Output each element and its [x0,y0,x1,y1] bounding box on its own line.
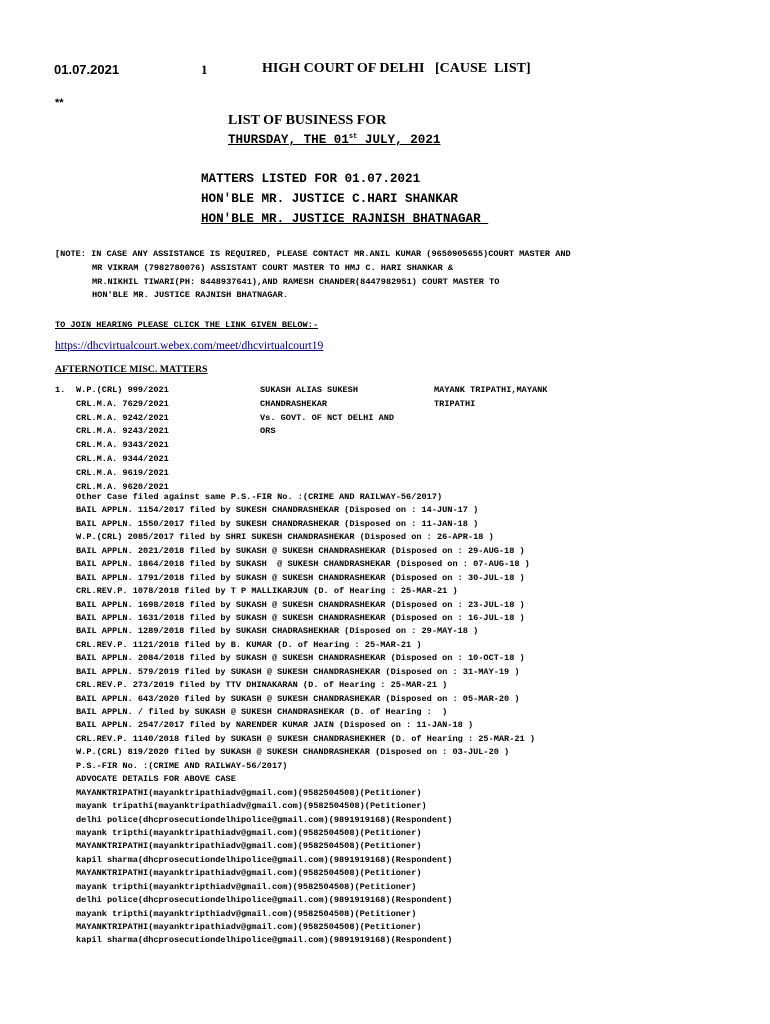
hearing-day-suffix-ordinal: st [348,133,358,141]
detail-line: CRL.REV.P. 1140/2018 filed by SUKASH @ SUKESH CHANDRASHEKHER (D. of Hearing : 25-MAR-21 ) [76,733,535,744]
detail-line: CRL.REV.P. 273/2019 filed by TTV DHINAKARAN (D. of Hearing : 25-MAR-21 ) [76,680,448,691]
case-number: CRL.M.A. 9242/2021 [76,412,169,423]
judge-name-1: HON'BLE MR. JUSTICE C.HARI SHANKAR [201,192,458,206]
detail-line: BAIL APPLN. 2021/2018 filed by SUKASH @ SUKESH CHANDRASHEKAR (Disposed on : 29-AUG-18 ) [76,545,525,556]
detail-line: W.P.(CRL) 819/2020 filed by SUKASH @ SUKESH CHANDRASHEKAR (Disposed on : 03-JUL-20 ) [76,747,510,758]
party-names [260,384,394,439]
case-number: CRL.M.A. 7629/2021 [76,398,169,409]
case-number: CRL.M.A. 9344/2021 [76,453,169,464]
note-line-4: HON'BLE MR. JUSTICE RAJNISH BHATNAGAR. [92,290,288,300]
advocate-line: TRIPATHI [434,398,476,409]
party-line: SUKASH ALIAS SUKESH [260,385,358,395]
case-number: CRL.M.A. 9243/2021 [76,426,169,437]
list-of-business-heading: LIST OF BUSINESS FOR [228,113,387,128]
item-number: 1. [55,385,66,395]
detail-line: BAIL APPLN. 1154/2017 filed by SUKESH CHANDRASHEKAR (Disposed on : 14-JUN-17 ) [76,505,479,516]
detail-line: BAIL APPLN. / filed by SUKASH @ SUKESH CHANDRASHEKAR (D. of Hearing : ) [76,707,448,717]
detail-line: BAIL APPLN. 1698/2018 filed by SUKASH @ SUKESH CHANDRASHEKAR (Disposed on : 23-JUL-18 ) [76,599,525,610]
detail-line: W.P.(CRL) 2085/2017 filed by SHRI SUKESH CHANDRASHEKAR (Disposed on : 26-APR-18 ) [76,532,494,543]
detail-line: CRL.REV.P. 1121/2018 filed by B. KUMAR (D. of Hearing : 25-MAR-21 ) [76,639,422,650]
double-asterisk-marker: ** [55,97,64,109]
matters-listed-heading: MATTERS LISTED FOR 01.07.2021 [201,172,421,186]
detail-line: BAIL APPLN. 2084/2018 filed by SUKASH @ SUKESH CHANDRASHEKAR (Disposed on : 10-OCT-18 ) [76,653,525,664]
detail-line: BAIL APPLN. 1791/2018 filed by SUKASH @ SUKESH CHANDRASHEKAR (Disposed on : 30-JUL-18 ) [76,572,525,583]
virtual-court-link[interactable]: https://dhcvirtualcourt.webex.com/meet/dhcvirtualcourt19 [55,340,324,352]
advocate-line: MAYANK TRIPATHI,MAYANK [434,385,548,395]
hearing-day-heading [228,133,440,147]
case-number: CRL.M.A. 9619/2021 [76,467,169,478]
detail-line: mayank tripthi(mayanktripthiadv@gmail.com)(9582504508)(Petitioner) [76,908,417,919]
detail-line: ADVOCATE DETAILS FOR ABOVE CASE [76,774,236,785]
court-title: HIGH COURT OF DELHI [CAUSE LIST] [262,61,531,76]
detail-line: MAYANKTRIPATHI(mayanktripathiadv@gmail.com)(9582504508)(Petitioner) [76,868,422,879]
detail-line: BAIL APPLN. 1550/2017 filed by SUKESH CHANDRASHEKAR (Disposed on : 11-JAN-18 ) [76,518,479,529]
detail-line: BAIL APPLN. 643/2020 filed by SUKASH @ SUKESH CHANDRASHEKAR (Disposed on : 05-MAR-20 ) [76,693,520,704]
case-number: CRL.M.A. 9343/2021 [76,440,169,451]
case-numbers [76,384,169,494]
case-number: CRL.M.A. 9620/2021 [76,481,169,492]
detail-line: BAIL APPLN. 2547/2017 filed by NARENDER KUMAR JAIN (Disposed on : 11-JAN-18 ) [76,720,474,731]
detail-line: mayank tripathi(mayanktripathiadv@gmail.com)(9582504508)(Petitioner) [76,801,427,812]
detail-line: mayank tripthi(mayanktripthiadv@gmail.com)(9582504508)(Petitioner) [76,881,417,892]
case-number: W.P.(CRL) 999/2021 [76,385,169,395]
join-hearing-label: TO JOIN HEARING PLEASE CLICK THE LINK GIVEN BELOW:- [55,320,319,330]
page-number: 1 [201,62,208,77]
detail-line: kapil sharma(dhcprosecutiondelhipolice@gmail.com)(9891919168)(Respondent) [76,935,453,946]
detail-line: Other Case filed against same P.S.-FIR No. :(CRIME AND RAILWAY-56/2017) [76,492,443,502]
hearing-day-prefix: THURSDAY, THE 01 [228,133,349,148]
advocate-names [434,384,547,412]
detail-line: delhi police(dhcprosecutiondelhipolice@gmail.com)(9891919168)(Respondent) [76,814,453,825]
party-line: CHANDRASHEKAR [260,398,328,409]
note-line-1: [NOTE: IN CASE ANY ASSISTANCE IS REQUIRED, PLEASE CONTACT MR.ANIL KUMAR (9650905655)COURT MASTER AND [55,249,571,259]
detail-line: BAIL APPLN. 579/2019 filed by SUKASH @ SUKESH CHANDRASHEKAR (Disposed on : 31-MAY-19 ) [76,666,520,677]
party-line: ORS [260,426,276,437]
cause-list-date: 01.07.2021 [54,62,120,77]
detail-line: MAYANKTRIPATHI(mayanktripathiadv@gmail.com)(9582504508)(Petitioner) [76,787,422,798]
detail-line: P.S.-FIR No. :(CRIME AND RAILWAY-56/2017) [76,760,288,771]
detail-line: CRL.REV.P. 1078/2018 filed by T P MALLIKARJUN (D. of Hearing : 25-MAR-21 ) [76,586,458,597]
note-line-3: MR.NIKHIL TIWARI(PH: 8448937641),AND RAMESH CHANDER(8447982951) COURT MASTER TO [92,277,500,287]
section-title: AFTERNOTICE MISC. MATTERS [55,364,208,375]
detail-line: mayank tripthi(mayanktripathiadv@gmail.com)(9582504508)(Petitioner) [76,827,422,838]
note-line-2: MR VIKRAM (7982780076) ASSISTANT COURT MASTER TO HMJ C. HARI SHANKAR & [92,263,453,273]
detail-line: MAYANKTRIPATHI(mayanktripathiadv@gmail.com)(9582504508)(Petitioner) [76,922,422,932]
detail-line: MAYANKTRIPATHI(mayanktripathiadv@gmail.com)(9582504508)(Petitioner) [76,841,422,852]
detail-line: BAIL APPLN. 1631/2018 filed by SUKASH @ SUKESH CHANDRASHEKAR (Disposed on : 16-JUL-18 ) [76,612,525,623]
case-details [76,491,535,948]
detail-line: delhi police(dhcprosecutiondelhipolice@gmail.com)(9891919168)(Respondent) [76,895,453,906]
hearing-day-suffix: JULY, 2021 [357,133,441,148]
judge-name-2: HON'BLE MR. JUSTICE RAJNISH BHATNAGAR [201,212,489,226]
detail-line: BAIL APPLN. 1864/2018 filed by SUKASH @ SUKESH CHANDRASHEKAR (Disposed on : 07-AUG-18 ) [76,559,530,570]
detail-line: kapil sharma(dhcprosecutiondelhipolice@gmail.com)(9891919168)(Respondent) [76,854,453,865]
detail-line: BAIL APPLN. 1289/2018 filed by SUKASH CHADRASHEKHAR (Disposed on : 29-MAY-18 ) [76,626,479,637]
party-line: Vs. GOVT. OF NCT DELHI AND [260,412,395,423]
